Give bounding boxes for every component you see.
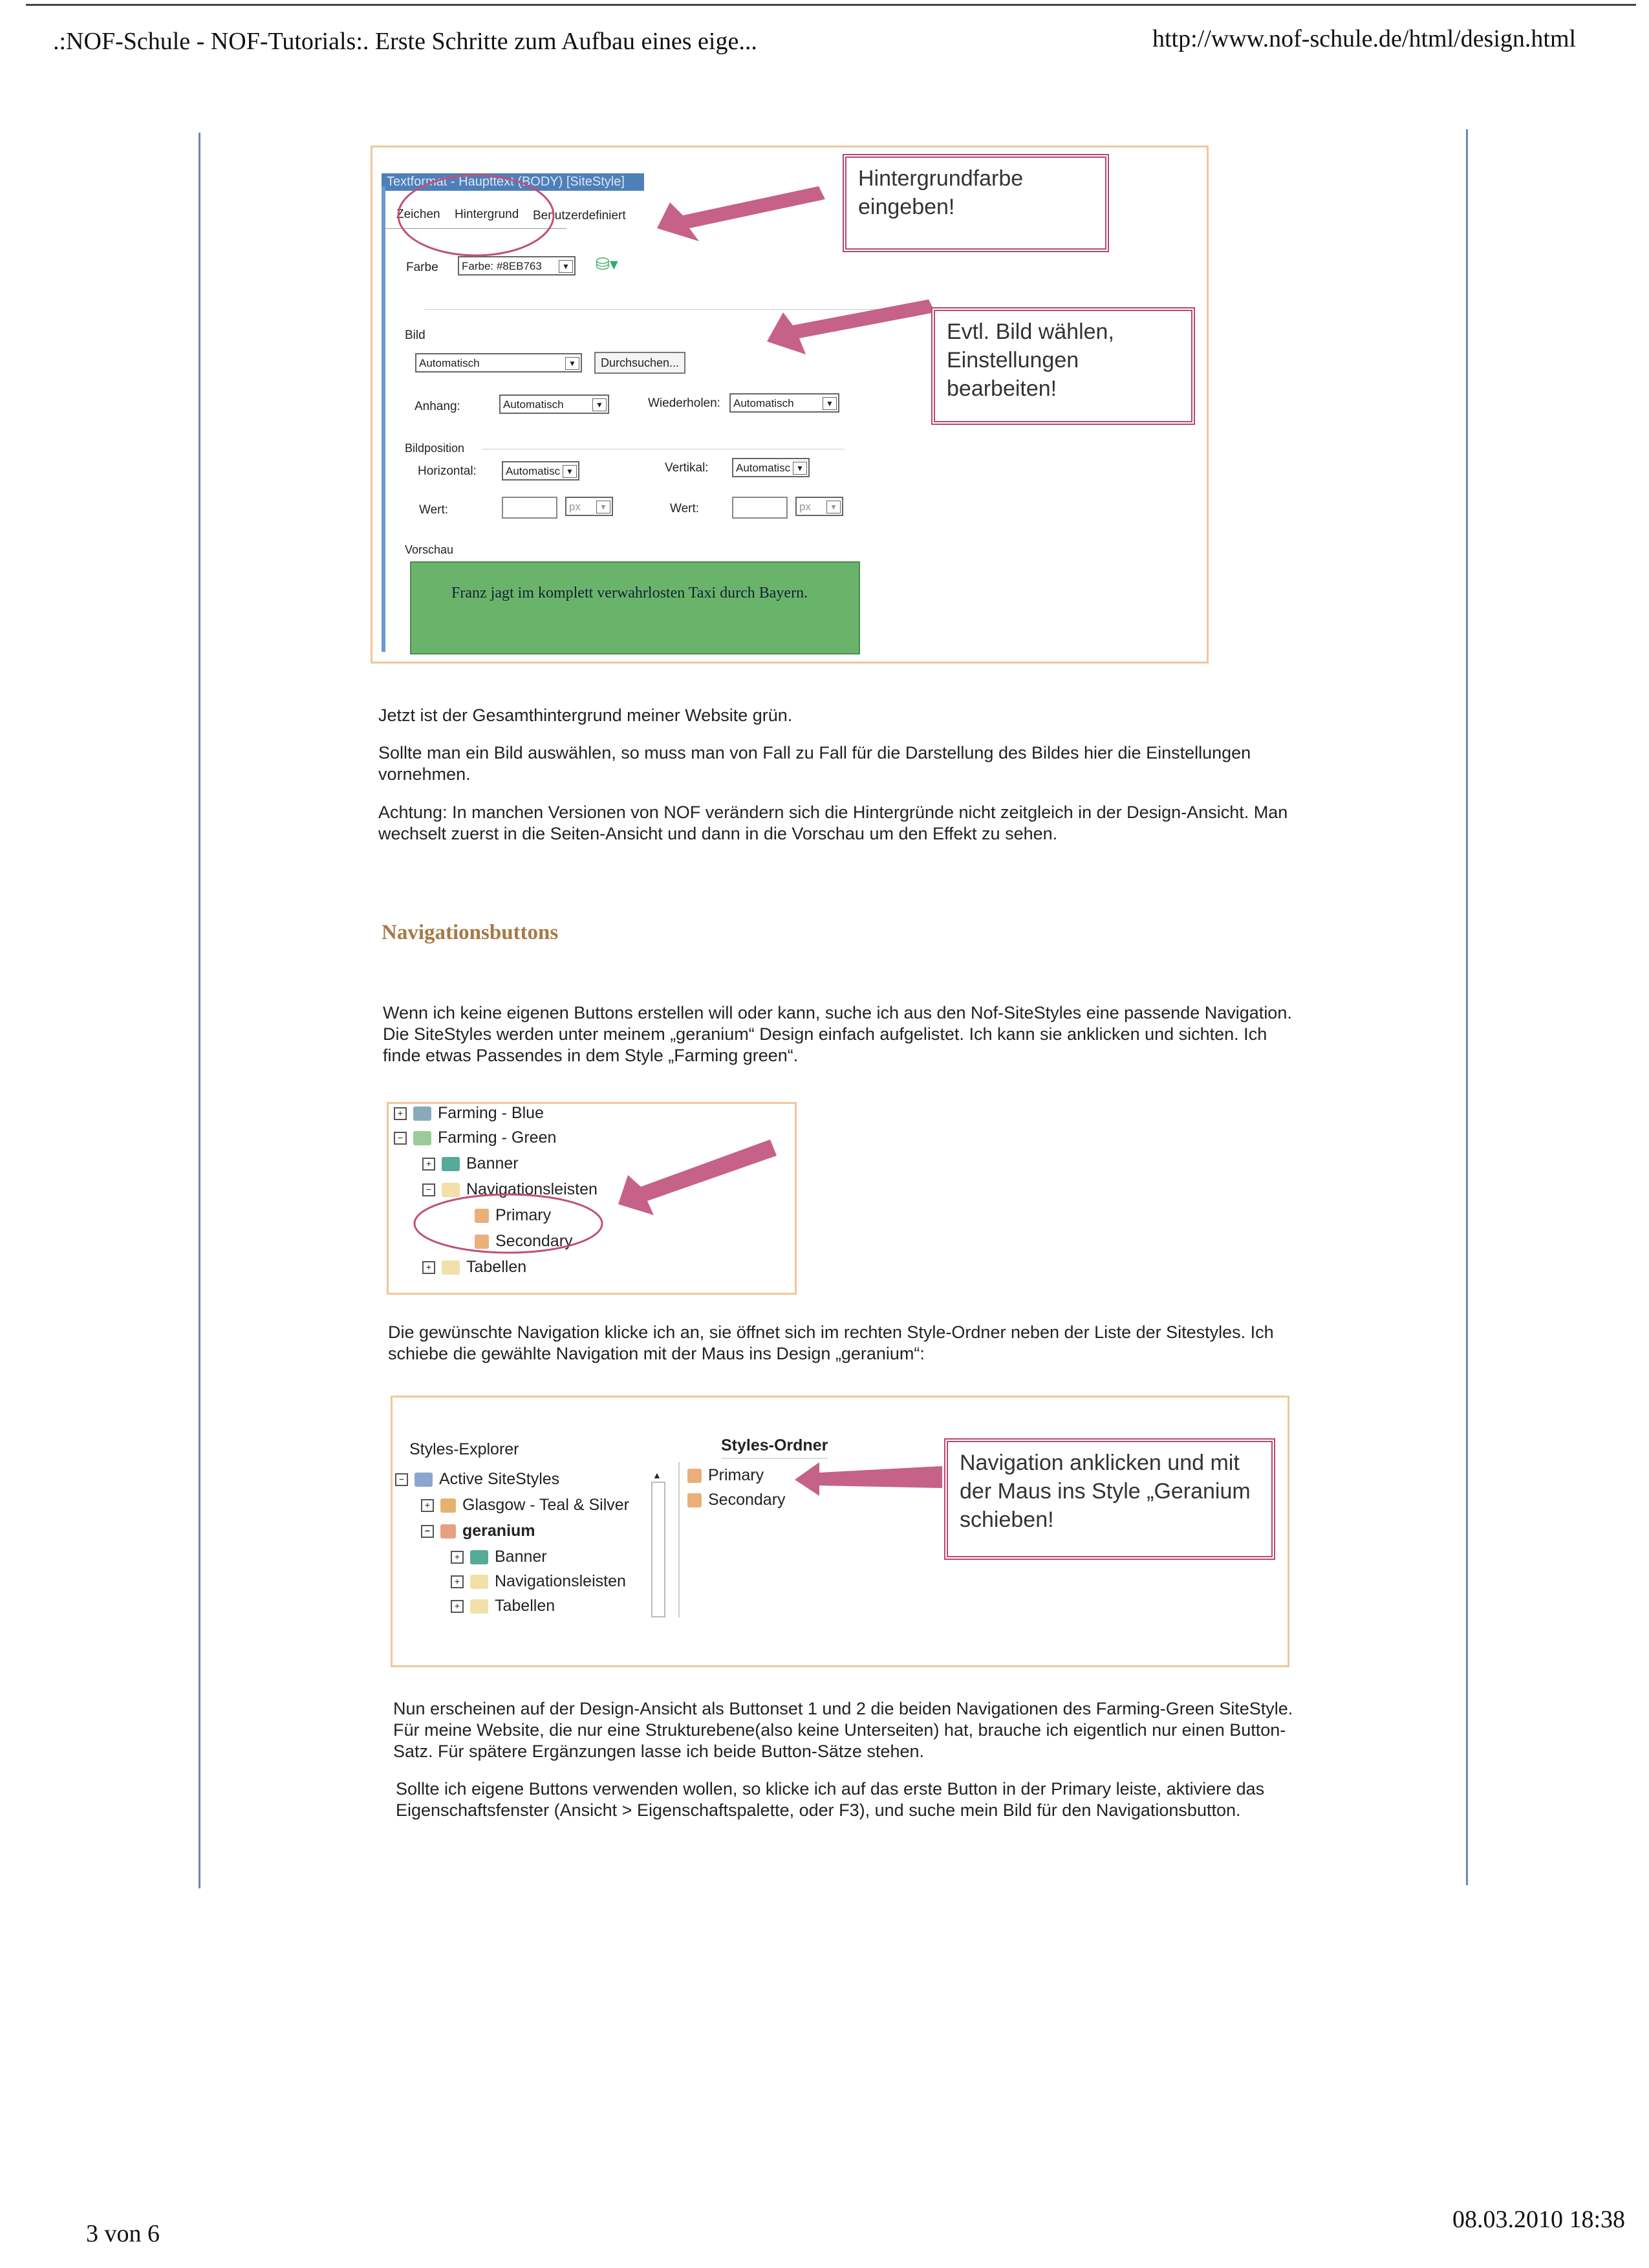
collapse-icon[interactable]: − bbox=[394, 1132, 407, 1145]
tab-zeichen[interactable]: Zeichen bbox=[396, 208, 440, 221]
left-border-line bbox=[199, 133, 200, 1888]
unit-select-value: px bbox=[799, 501, 811, 513]
annotation-ellipse-tabs bbox=[398, 175, 554, 255]
wert-label-vertikal: Wert: bbox=[670, 502, 700, 515]
page-header-url[interactable]: http://www.nof-schule.de/html/design.html bbox=[1152, 25, 1577, 52]
chevron-down-icon: ▼ bbox=[823, 397, 837, 410]
chevron-down-icon: ▼ bbox=[826, 501, 841, 513]
tree-item-banner[interactable]: + Banner bbox=[422, 1154, 519, 1173]
tree-item-secondary[interactable]: Secondary bbox=[475, 1232, 573, 1251]
tree-item-primary[interactable]: Primary bbox=[475, 1206, 551, 1225]
wiederholen-label: Wiederholen: bbox=[648, 396, 720, 410]
paragraph-7: Sollte ich eigene Buttons verwenden wollen, so klicke ich auf das erste Button in der Primary leiste, aktiviere das Eigenschaftsfenster (Ansicht > Eigenschaftspalette, oder F3), und suche mein Bild für den Navigationsbutton. bbox=[396, 1779, 1265, 1820]
browse-button[interactable]: Durchsuchen... bbox=[594, 352, 685, 374]
folder-item-secondary[interactable]: Secondary bbox=[687, 1491, 786, 1509]
paint-bucket-icon[interactable]: ⛁▾ bbox=[596, 254, 618, 274]
expand-icon[interactable]: + bbox=[451, 1575, 464, 1588]
tab-benutzerdefiniert[interactable]: Benutzerdefiniert bbox=[533, 209, 626, 222]
tree-item-farming-blue[interactable]: + Farming - Blue bbox=[394, 1104, 544, 1123]
page-number: 3 von 6 bbox=[86, 2220, 160, 2247]
annotation-arrow-drag bbox=[795, 1462, 942, 1496]
bild-select-value: Automatisch bbox=[419, 357, 480, 369]
annotation-ellipse-primary-secondary bbox=[415, 1194, 602, 1253]
wiederholen-select-value: Automatisch bbox=[733, 397, 794, 409]
tree-item-geranium[interactable]: − geranium bbox=[421, 1522, 535, 1540]
tree-item-banner[interactable]: + Banner bbox=[451, 1548, 547, 1566]
folder-item-primary[interactable]: Primary bbox=[687, 1466, 764, 1485]
callout-navigation: Navigation anklicken und mit der Maus ins Style „Geranium schieben! bbox=[944, 1438, 1275, 1560]
tree-item-navigationsleisten[interactable]: − Navigationsleisten bbox=[422, 1180, 598, 1199]
tree-item-farming-green[interactable]: − Farming - Green bbox=[394, 1129, 556, 1147]
vertikal-select-value: Automatisc bbox=[736, 462, 791, 474]
annotation-arrow-hintergrund bbox=[657, 186, 825, 241]
chevron-down-icon: ▼ bbox=[565, 357, 579, 370]
paragraph-6: Nun erscheinen auf der Design-Ansicht als Buttonset 1 und 2 die beiden Navigationen des Farming-Green SiteStyle. Für meine Website, die nur eine Strukturebene(also keine Unterseiten) hat, brauche ich eigentlich nur einen Button-Satz. Für spätere Ergänzungen lasse ich beide Button-Sätze stehen. bbox=[393, 1699, 1293, 1761]
chevron-down-icon: ▼ bbox=[559, 260, 573, 273]
callout-hintergrund: Hintergrundfarbe eingeben! bbox=[843, 154, 1109, 252]
collapse-icon[interactable]: − bbox=[395, 1473, 408, 1486]
paragraph-2: Sollte man ein Bild auswählen, so muss man von Fall zu Fall für die Darstellung des Bildes hier die Einstellungen vornehmen. bbox=[378, 743, 1251, 784]
top-scan-line bbox=[26, 4, 1636, 6]
dialog-title: Textformat - Haupttext (BODY) [SiteStyle] bbox=[382, 173, 644, 191]
paragraph-3: Achtung: In manchen Versionen von NOF verändern sich die Hintergründe nicht zeitgleich in der Design-Ansicht. Man wechselt zuerst in die Seiten-Ansicht und dann in die Vorschau um den Effekt zu sehen. bbox=[378, 803, 1288, 843]
preview-text: Franz jagt im komplett verwahrlosten Taxi durch Bayern. bbox=[451, 585, 808, 601]
expand-icon[interactable]: + bbox=[451, 1600, 464, 1613]
scroll-up-icon[interactable]: ▲ bbox=[652, 1470, 662, 1480]
right-border-line bbox=[1466, 129, 1468, 1885]
explorer-title: Styles-Explorer bbox=[409, 1440, 519, 1458]
chevron-down-icon: ▼ bbox=[563, 465, 577, 478]
callout-bild: Evtl. Bild wählen, Einstellungen bearbeiten! bbox=[931, 307, 1195, 425]
page-header-title: .:NOF-Schule - NOF-Tutorials:. Erste Schritte zum Aufbau eines eige... bbox=[53, 28, 757, 55]
chevron-down-icon: ▼ bbox=[592, 398, 607, 411]
collapse-icon[interactable]: − bbox=[422, 1183, 435, 1196]
unit-select-value: px bbox=[569, 501, 581, 513]
tree-item-navigationsleisten[interactable]: + Navigationsleisten bbox=[451, 1572, 626, 1591]
styles-ordner-title: Styles-Ordner bbox=[721, 1436, 828, 1459]
color-select-value: Farbe: #8EB763 bbox=[462, 260, 542, 272]
paragraph-1: Jetzt ist der Gesamthintergrund meiner Website grün. bbox=[378, 706, 793, 725]
paragraph-5: Die gewünschte Navigation klicke ich an, sie öffnet sich im rechten Style-Ordner neben der Liste der Sitestyles. Ich schiebe die gewählte Navigation mit der Maus ins Design „geranium“: bbox=[388, 1323, 1274, 1363]
collapse-icon[interactable]: − bbox=[421, 1525, 434, 1538]
expand-icon[interactable]: + bbox=[422, 1261, 435, 1274]
paragraph-4: Wenn ich keine eigenen Buttons erstellen will oder kann, suche ich aus den Nof-SiteStyles eine passende Navigation. Die SiteStyles werden unter meinem „geranium“ Design einfach aufgelistet. Ich kann sie anklicken und sichten. Ich finde etwas Passendes in dem Style „Farming green“. bbox=[383, 1003, 1292, 1065]
vertikal-label: Vertikal: bbox=[665, 461, 709, 475]
farbe-label: Farbe bbox=[406, 261, 438, 274]
vorschau-label: Vorschau bbox=[405, 543, 454, 556]
print-datetime: 08.03.2010 18:38 bbox=[1452, 2206, 1626, 2233]
anhang-select-value: Automatisch bbox=[503, 398, 564, 411]
horizontal-select-value: Automatisc bbox=[506, 465, 561, 477]
tree-item-tabellen[interactable]: + Tabellen bbox=[451, 1597, 555, 1615]
annotation-arrow-bild bbox=[767, 299, 935, 354]
tab-hintergrund[interactable]: Hintergrund bbox=[455, 208, 519, 221]
expand-icon[interactable]: + bbox=[394, 1107, 407, 1120]
bild-label: Bild bbox=[405, 329, 426, 342]
bildposition-label: Bildposition bbox=[405, 442, 465, 455]
anhang-label: Anhang: bbox=[415, 400, 460, 413]
expand-icon[interactable]: + bbox=[451, 1551, 464, 1564]
tree-item-tabellen[interactable]: + Tabellen bbox=[422, 1258, 526, 1277]
sitestyles-tree-screenshot bbox=[387, 1102, 797, 1295]
chevron-down-icon: ▼ bbox=[596, 501, 610, 513]
annotation-overlay bbox=[389, 1104, 795, 1293]
section-heading-navigationsbuttons: Navigationsbuttons bbox=[382, 921, 559, 944]
tree-item-active-sitestyles[interactable]: − Active SiteStyles bbox=[395, 1470, 559, 1489]
expand-icon[interactable]: + bbox=[422, 1158, 435, 1171]
expand-icon[interactable]: + bbox=[421, 1499, 434, 1512]
wert-label-horizontal: Wert: bbox=[419, 503, 449, 517]
horizontal-label: Horizontal: bbox=[418, 464, 477, 478]
tree-item-glasgow[interactable]: + Glasgow - Teal & Silver bbox=[421, 1496, 629, 1515]
chevron-down-icon: ▼ bbox=[793, 462, 807, 475]
annotation-arrow-navigation bbox=[618, 1139, 777, 1215]
